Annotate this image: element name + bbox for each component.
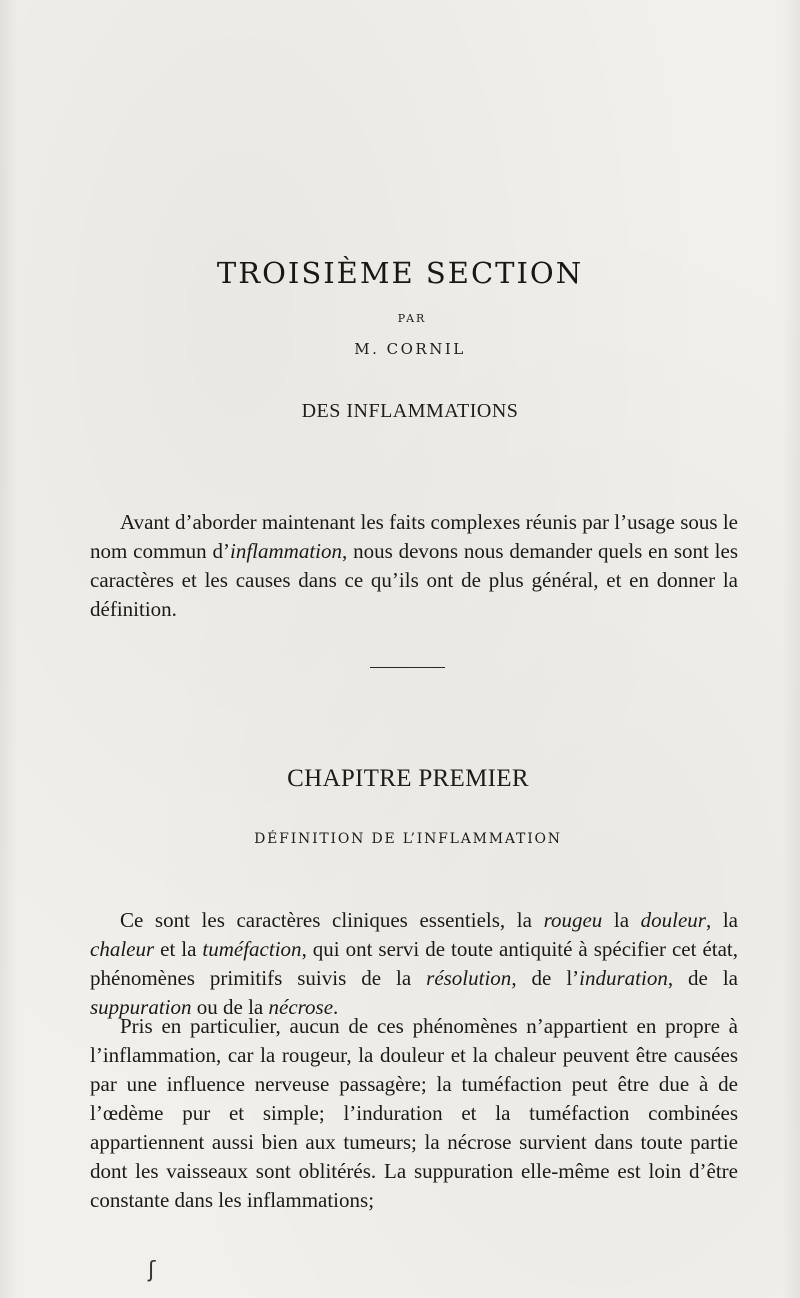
term-suppuration: suppuration <box>90 995 192 1019</box>
intro-text-4: , nous devons nous demander quels en sont les caractères et les causes dans ce qu’ils ont de plus général, et en donner la définition. <box>90 539 738 621</box>
body1-f: , de l’ <box>511 966 580 990</box>
section-title: TROISIÈME SECTION <box>216 256 584 290</box>
body1-i: . <box>333 995 339 1019</box>
body1-d: et la <box>154 937 203 961</box>
body1-e: , qui ont servi de toute antiquité à spécifier cet état, phénomènes primitifs suivis de la <box>90 937 738 990</box>
body2-text: Pris en particulier, aucun de ces phénomènes n’appartient en propre à l’inflammation, car la rougeur, la douleur et la chaleur peuvent être causées par une influence nerveuse passagère; la tuméfaction peut être due à de l’œdème pur et simple; l’induration et la tuméfaction combinées appartiennent aussi bien aux tumeurs; la nécrose survient dans toute partie dont les vaisseaux sont oblitérés. La suppuration elle-même est loin d’être constante dans les inflammations; <box>90 1014 738 1212</box>
chapter-title: CHAPITRE PREMIER <box>287 765 529 792</box>
body1-a: Ce sont les caractères cliniques essentiels, la <box>120 908 544 932</box>
author-name: M. CORNIL <box>354 340 466 358</box>
body1-c: , la <box>705 908 738 932</box>
term-resolution: résolution <box>426 966 512 990</box>
body1-b: la <box>602 908 641 932</box>
body1-g: , de la <box>667 966 739 990</box>
chapter-subtitle: DÉFINITION DE L’INFLAMMATION <box>254 831 562 847</box>
section-divider <box>370 667 445 668</box>
body-paragraph-1 <box>90 906 738 1022</box>
intro-term-inflammation: inflammation <box>229 539 342 563</box>
intro-text-1: Avant d’aborder maintenant les faits complexes réunis par l’usage sous le nom commun <box>90 510 738 563</box>
by-label: PAR <box>397 312 427 325</box>
margin-mark: ʃ <box>148 1258 156 1283</box>
body1-h: ou de la <box>191 995 269 1019</box>
term-necrose: nécrose <box>268 995 334 1019</box>
term-tumefaction: tuméfaction <box>202 937 302 961</box>
intro-paragraph <box>90 508 738 624</box>
body-paragraph-2 <box>90 1012 738 1215</box>
term-douleur: douleur <box>640 908 706 932</box>
term-chaleur: chaleur <box>90 937 155 961</box>
term-rougeur: rougeu <box>543 908 603 932</box>
topic-title: DES INFLAMMATIONS <box>301 400 519 422</box>
term-induration: induration <box>579 966 668 990</box>
intro-text-2: d’ <box>212 539 230 563</box>
